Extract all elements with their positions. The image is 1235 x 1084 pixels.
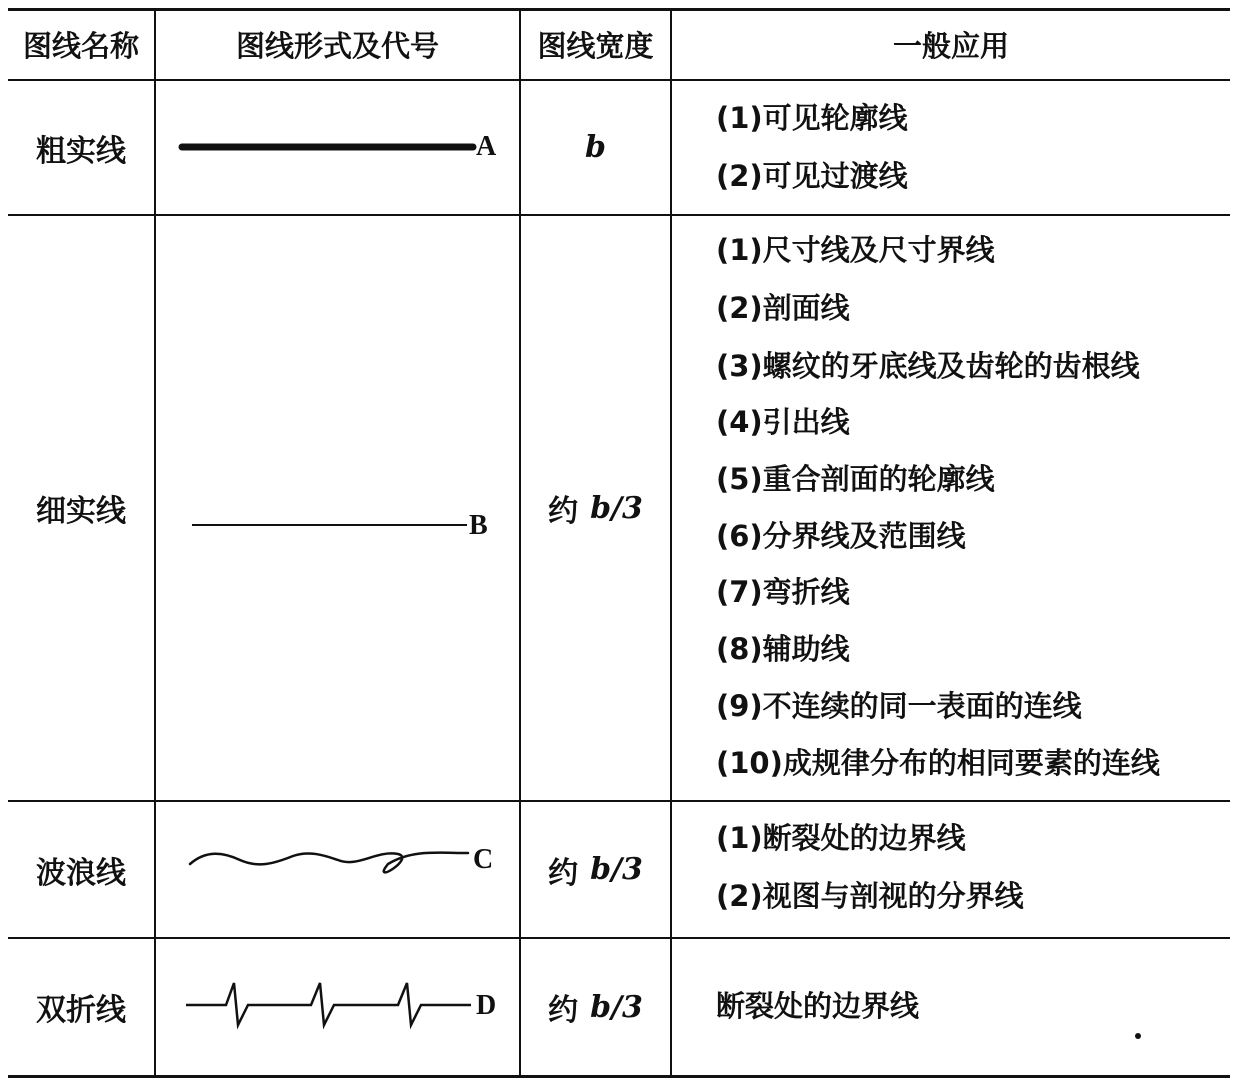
thin-solid-line-sample <box>192 520 472 530</box>
line-width-thick <box>521 81 670 214</box>
line-width-double-break <box>521 939 670 1075</box>
line-width-value: b/3 <box>590 490 643 526</box>
usage-item: (10)成规律分布的相同要素的连线 <box>716 746 1160 780</box>
line-width-value: b <box>585 130 606 165</box>
usage-item: (6)分界线及范围线 <box>716 519 966 553</box>
header-usage: 一般应用 <box>892 29 1009 63</box>
header-line-name: 图线名称 <box>22 29 139 63</box>
stray-dot-mark <box>1135 1033 1141 1039</box>
line-width-prefix: 约 <box>548 993 579 1028</box>
line-code-b: B <box>469 510 488 541</box>
line-width-value: b/3 <box>590 852 643 887</box>
thick-solid-line-sample <box>180 140 480 154</box>
line-code-d: D <box>476 990 497 1021</box>
usage-item: (3)螺纹的牙底线及齿轮的齿根线 <box>716 349 1140 383</box>
header-line-width: 图线宽度 <box>537 29 654 63</box>
usage-item: (4)引出线 <box>716 405 850 439</box>
usage-item: (1)尺寸线及尺寸界线 <box>716 233 995 267</box>
wave-line-sample <box>188 838 473 888</box>
table-bottom-border <box>8 1075 1230 1078</box>
usage-item: (9)不连续的同一表面的连线 <box>716 689 1082 723</box>
line-width-prefix: 约 <box>548 494 579 529</box>
line-width-wave <box>521 802 670 937</box>
line-name-double-break: 双折线 <box>36 993 126 1028</box>
usage-item: (2)视图与剖视的分界线 <box>716 879 1024 913</box>
usage-item: (1)可见轮廓线 <box>716 101 908 135</box>
usage-item: (7)弯折线 <box>716 575 850 609</box>
column-divider-3 <box>670 10 672 1076</box>
line-code-a: A <box>476 131 497 162</box>
double-break-line-sample <box>186 975 478 1035</box>
usage-item: 断裂处的边界线 <box>716 989 920 1023</box>
line-width-value: b/3 <box>590 989 643 1025</box>
line-name-thin-solid: 细实线 <box>36 494 126 529</box>
usage-item: (1)断裂处的边界线 <box>716 821 966 855</box>
usage-item: (5)重合剖面的轮廓线 <box>716 462 995 496</box>
usage-item: (2)剖面线 <box>716 291 850 325</box>
line-name-wave: 波浪线 <box>36 855 126 891</box>
line-name-thick-solid: 粗实线 <box>36 133 126 169</box>
usage-item: (2)可见过渡线 <box>716 159 908 193</box>
line-width-prefix: 约 <box>548 855 579 891</box>
header-line-form: 图线形式及代号 <box>235 29 439 63</box>
line-width-thin <box>521 216 670 800</box>
usage-item: (8)辅助线 <box>716 632 850 666</box>
column-divider-1 <box>154 10 156 1076</box>
line-code-c: C <box>473 844 494 875</box>
